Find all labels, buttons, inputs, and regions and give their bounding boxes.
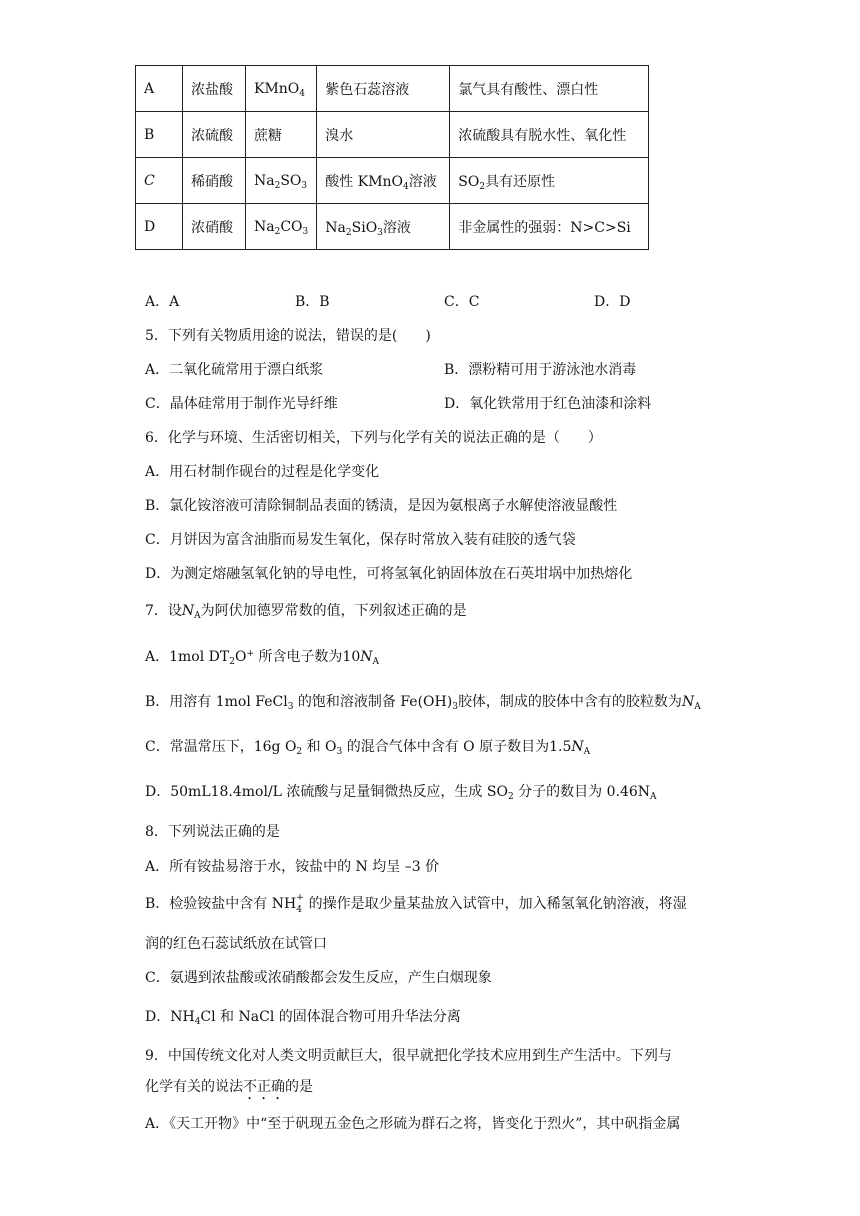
conclusion-cell: 非金属性的强弱：N>C>Si — [450, 204, 649, 250]
table-row — [136, 204, 649, 250]
q4-option-b[interactable]: B．B — [295, 294, 330, 310]
q7-option-a[interactable]: A．1mol $DT_2O^+$ 所含电子数为$10N_A$ — [145, 649, 379, 667]
conclusion-cell: 氯气具有酸性、漂白性 — [450, 66, 649, 112]
row-label: A — [136, 66, 183, 112]
q8-option-a[interactable]: A．所有铵盐易溶于水，铵盐中的 N 均呈 –3 价 — [145, 859, 440, 875]
q5-option-b[interactable]: B．漂粉精可用于游泳池水消毒 — [444, 362, 637, 378]
q5-option-a[interactable]: A．二氧化硫常用于漂白纸浆 — [145, 362, 324, 378]
q8-stem: 8．下列说法正确的是 — [145, 824, 280, 840]
row-label: D — [136, 204, 183, 250]
q5-option-c[interactable]: C．晶体硅常用于制作光导纤维 — [145, 396, 338, 412]
q6-option-b[interactable]: B．氯化铵溶液可清除铜制品表面的锈渍，是因为氨根离子水解使溶液显酸性 — [145, 498, 618, 514]
acid-cell: 浓硝酸 — [183, 204, 246, 250]
q5-options-row1 — [145, 359, 745, 379]
solution-cell: 溴水 — [317, 112, 450, 158]
q6-option-a[interactable]: A．用石材制作砚台的过程是化学变化 — [145, 464, 380, 480]
acid-cell: 浓硫酸 — [183, 112, 246, 158]
q5-option-d[interactable]: D．氧化铁常用于红色油漆和涂料 — [444, 396, 652, 412]
experiment-table — [135, 65, 649, 250]
q8-option-c[interactable]: C．氨遇到浓盐酸或浓硝酸都会发生反应，产生白烟现象 — [145, 970, 492, 986]
q9-stem-line2: 化学有关的说法不正确的是 — [145, 1079, 313, 1095]
q9-option-a[interactable]: A．《天工开物》中“至于矾现五金色之形硫为群石之将，皆变化于烈火”，其中矾指金属 — [145, 1116, 681, 1132]
q7-option-b[interactable]: B．用溶有 1mol FeCl$_3$ 的饱和溶液制备 $Fe(OH)_3$胶体，制成的胶体中含有的胶粒数为$N_A$ — [145, 694, 701, 712]
q6-option-d[interactable]: D．为测定熔融氢氧化钠的导电性，可将氢氧化钠固体放在石英坩埚中加热熔化 — [145, 566, 633, 582]
q4-option-d[interactable]: D．D — [594, 294, 631, 310]
table-row — [136, 158, 649, 204]
reagent-cell: $Na_2CO_3$ — [246, 204, 317, 250]
row-label: B — [136, 112, 183, 158]
q8-option-b[interactable]: B．检验铵盐中含有 NH + 4 的操作是取少量某盐放入试管中，加入稀氢氧化钠溶液，将湿 — [145, 893, 687, 915]
q9-stem-line1: 9．中国传统文化对人类文明贡献巨大，很早就把化学技术应用到生产生活中。下列与 — [145, 1048, 672, 1064]
q6-stem: 6．化学与环境、生活密切相关，下列与化学有关的说法正确的是（ ） — [145, 430, 602, 446]
q7-option-c[interactable]: C．常温常压下，16g $O_2$ 和 $O_3$ 的混合气体中含有 O 原子数目为$1.5N_A$ — [145, 739, 591, 757]
q7-stem: 7．设$N_A$为阿伏加德罗常数的值，下列叙述正确的是 — [145, 603, 467, 621]
q5-stem: 5．下列有关物质用途的说法，错误的是( ) — [145, 328, 431, 344]
row-label: C — [136, 158, 183, 204]
emphasis-text: 不正确 — [243, 1079, 285, 1095]
q5-options-row2 — [145, 393, 745, 413]
reagent-cell: $Na_2SO_3$ — [246, 158, 317, 204]
q8-option-b-line2: 润的红色石蕊试纸放在试管口 — [145, 936, 327, 952]
q4-option-c[interactable]: C．C — [444, 294, 480, 310]
table-row — [136, 112, 649, 158]
table-row — [136, 66, 649, 112]
q7-option-d[interactable]: D．50mL18.4mol/L 浓硫酸与足量铜微热反应，生成 $SO_2$ 分子的数目为 $0.46N_A$ — [145, 784, 657, 802]
solution-cell: 紫色石蕊溶液 — [317, 66, 450, 112]
acid-cell: 稀硝酸 — [183, 158, 246, 204]
q8-option-d[interactable]: D．$NH_4Cl$ 和 NaCl 的固体混合物可用升华法分离 — [145, 1009, 461, 1027]
q6-option-c[interactable]: C．月饼因为富含油脂而易发生氧化，保存时常放入装有硅胶的透气袋 — [145, 532, 576, 548]
conclusion-cell: $SO_2$具有还原性 — [450, 158, 649, 204]
q4-option-a[interactable]: A．A — [145, 294, 180, 310]
q4-options — [145, 291, 745, 311]
acid-cell: 浓盐酸 — [183, 66, 246, 112]
reagent-cell: KMnO$_4$ — [246, 66, 317, 112]
solution-cell: 酸性 KMnO$_4$溶液 — [317, 158, 450, 204]
solution-cell: $Na_2SiO_3$溶液 — [317, 204, 450, 250]
conclusion-cell: 浓硫酸具有脱水性、氧化性 — [450, 112, 649, 158]
reagent-cell: 蔗糖 — [246, 112, 317, 158]
